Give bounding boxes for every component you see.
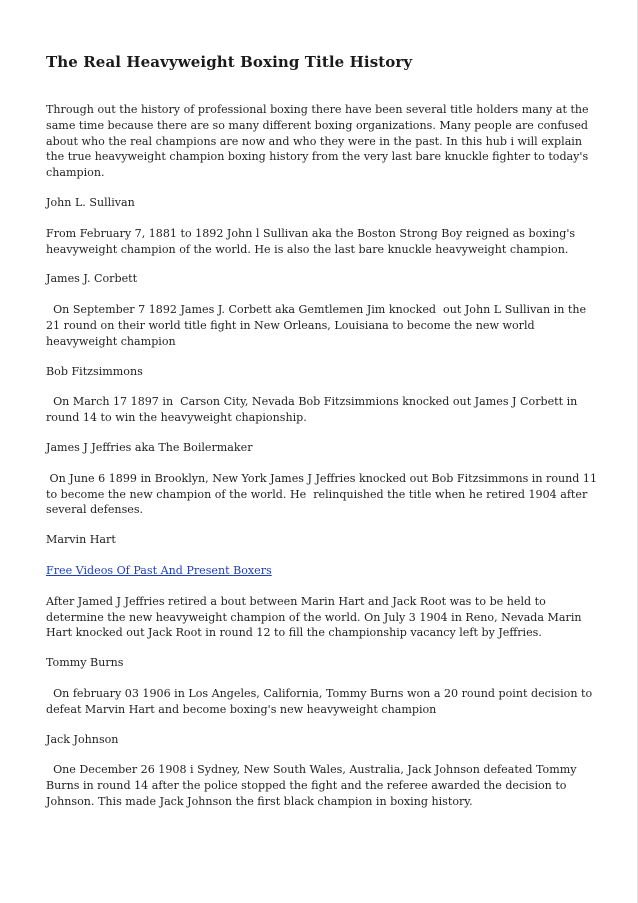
section-heading-corbett: James J. Corbett: [46, 272, 138, 286]
section-text-sullivan: From February 7, 1881 to 1892 John l Sullivan aka the Boston Strong Boy reigned as boxing's heavyweight champion of the world. He is also the last bare knuckle heavyweight champion.: [46, 226, 579, 256]
section-heading-jeffries: James J Jeffries aka The Boilermaker: [46, 440, 253, 454]
page-title: The Real Heavyweight Boxing Title History: [46, 53, 413, 71]
intro-paragraph: Through out the history of professional boxing there have been several title holders many at the same time because there are so many different boxing organizations. Many people are confused about who the real champions are now and who they were in the past. In this hub i will explain the true heavyweight champion boxing history from the very last bare knuckle fighter to today's champion.: [46, 103, 593, 180]
free-videos-link[interactable]: Free Videos Of Past And Present Boxers: [46, 563, 272, 577]
section-heading-hart: Marvin Hart: [46, 533, 116, 547]
section-heading-sullivan: John L. Sullivan: [46, 195, 135, 209]
document-content: [46, 50, 601, 824]
section-text-burns: On february 03 1906 in Los Angeles, California, Tommy Burns won a 20 round point decision to defeat Marvin Hart and become boxing's new heavyweight champion: [46, 686, 596, 716]
section-text-jeffries: On June 6 1899 in Brooklyn, New York James J Jeffries knocked out Bob Fitzsimmons in round 11 to become the new champion of the world. He relinquished the title when he retired 1904 after several defenses.: [46, 471, 601, 517]
section-heading-johnson: Jack Johnson: [46, 732, 119, 746]
section-text-johnson: One December 26 1908 i Sydney, New South Wales, Australia, Jack Johnson defeated Tommy Burns in round 14 after the police stopped the fight and the referee awarded the decision to Johnson. This made Jack Johnson the first black champion in boxing history.: [46, 763, 581, 808]
link-paragraph: [46, 563, 598, 579]
section-text-fitzsimmons: On March 17 1897 in Carson City, Nevada Bob Fitzsimmions knocked out James J Corbett in round 14 to win the heavyweight chapionship.: [46, 395, 581, 425]
section-text-hart: After Jamed J Jeffries retired a bout between Marin Hart and Jack Root was to be held to determine the new heavyweight champion of the world. On July 3 1904 in Reno, Nevada Marin Hart knocked out Jack Root in round 12 to fill the championship vacancy left by Jeffries.: [46, 594, 586, 640]
section-heading-burns: Tommy Burns: [46, 656, 124, 670]
section-heading-fitzsimmons: Bob Fitzsimmons: [46, 364, 143, 378]
section-text-corbett: On September 7 1892 James J. Corbett aka Gemtlemen Jim knocked out John L Sullivan in the 21 round on their world title fight in New Orleans, Louisiana to become the new world heavyweight champion: [46, 303, 590, 348]
